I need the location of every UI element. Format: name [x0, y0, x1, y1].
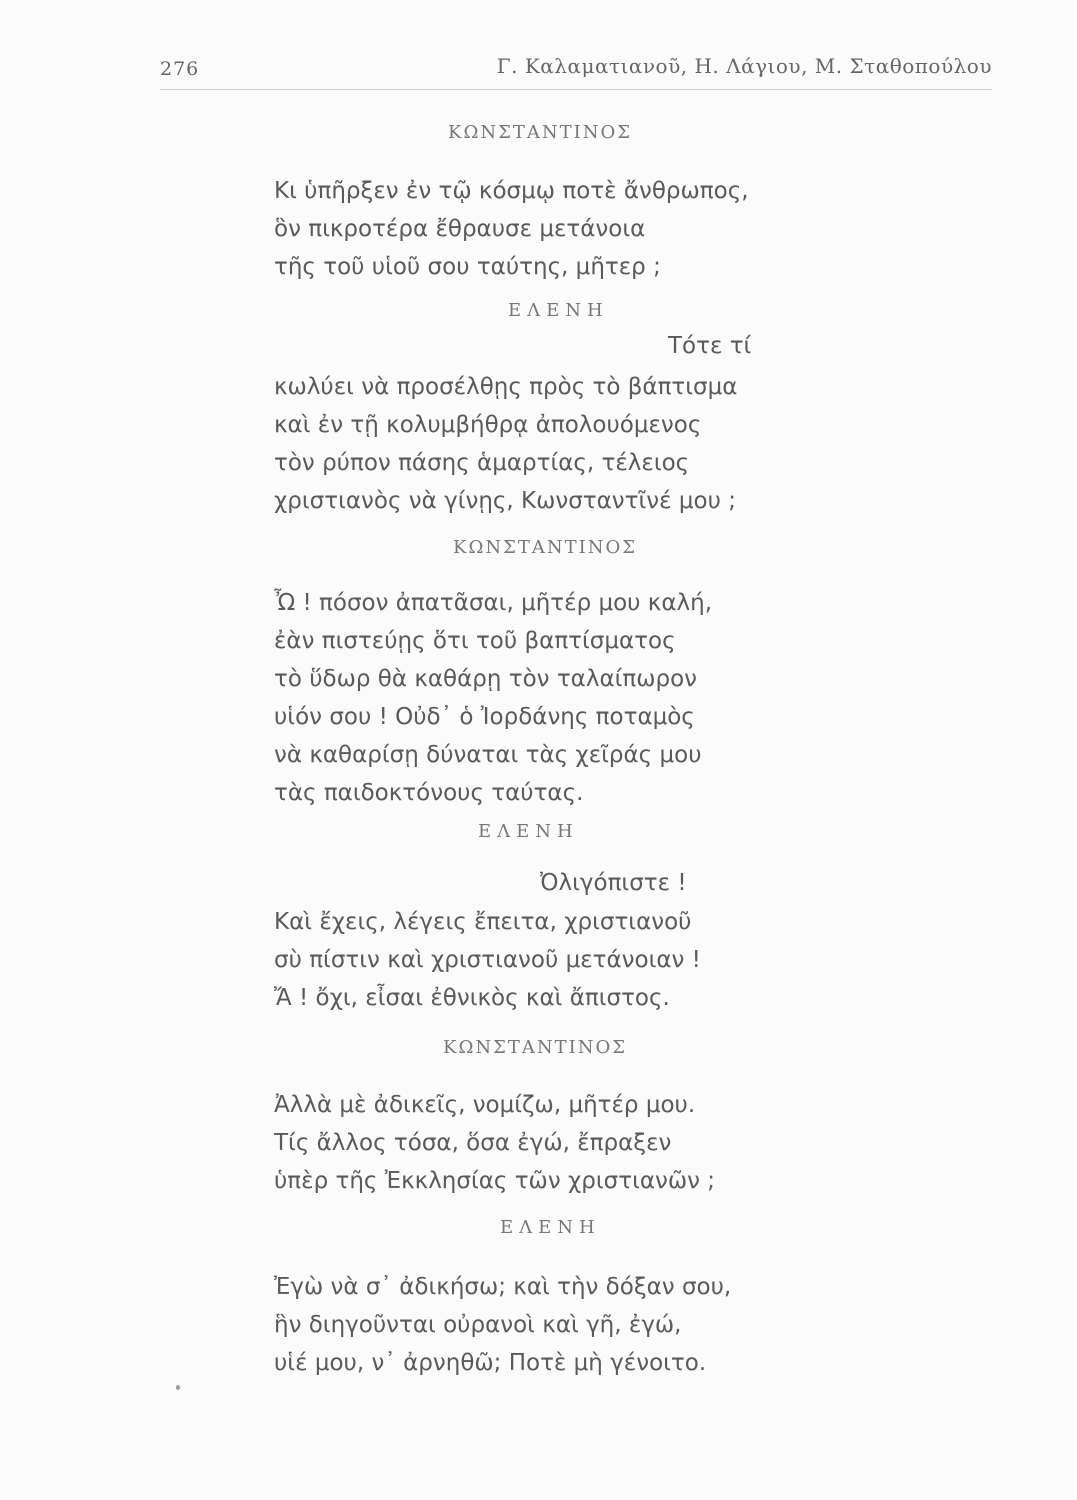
- verse-line: Τότε τί: [668, 333, 752, 359]
- speaker-name: ΕΛΕΝΗ: [478, 821, 579, 842]
- running-head: Γ. Καλαματιανοῦ, Η. Λάγιου, Μ. Σταθοπούλου: [496, 54, 992, 78]
- verse-line: Ὦ ! πόσον ἀπατᾶσαι, μῆτέρ μου καλή,: [274, 590, 713, 616]
- verse-line: Ὀλιγόπιστε !: [540, 870, 687, 896]
- verse-line: τὸν ρύπον πάσης ἁμαρτίας, τέλειος: [274, 450, 690, 476]
- page-number: 276: [160, 58, 200, 80]
- verse-line: τὰς παιδοκτόνους ταύτας.: [274, 780, 584, 806]
- verse-line: σὺ πίστιν καὶ χριστιανοῦ μετάνοιαν !: [274, 947, 701, 973]
- speaker-name: ΕΛΕΝΗ: [508, 300, 609, 321]
- verse-line: τῆς τοῦ υἱοῦ σου ταύτης, μῆτερ ;: [274, 254, 661, 280]
- verse-block: [274, 368, 737, 520]
- verse-line: ἐὰν πιστεύῃς ὅτι τοῦ βαπτίσματος: [274, 628, 676, 654]
- verse-line: Ἐγὼ νὰ σ᾽ ἀδικήσω; καὶ τὴν δόξαν σου,: [274, 1274, 732, 1300]
- verse-line: νὰ καθαρίσῃ δύναται τὰς χεῖράς μου: [274, 742, 702, 768]
- speaker-name: ΚΩΝΣΤΑΝΤΙΝΟΣ: [448, 122, 632, 143]
- verse-line: ὃν πικροτέρα ἔθραυσε μετάνοια: [274, 216, 646, 242]
- verse-line: τὸ ὕδωρ θὰ καθάρῃ τὸν ταλαίπωρον: [274, 666, 698, 692]
- verse-line: Ἀλλὰ μὲ ἀδικεῖς, νομίζω, μῆτέρ μου.: [274, 1092, 696, 1118]
- verse-line: χριστιανὸς νὰ γίνῃς, Κωνσταντῖνέ μου ;: [274, 488, 736, 514]
- verse-line: κωλύει νὰ προσέλθῃς πρὸς τὸ βάπτισμα: [274, 374, 738, 400]
- verse-line: υἱόν σου ! Οὐδ᾽ ὁ Ἰορδάνης ποταμὸς: [274, 704, 695, 730]
- verse-block: [274, 584, 712, 812]
- verse-block: [274, 172, 749, 286]
- verse-line: Τίς ἄλλος τόσα, ὅσα ἐγώ, ἔπραξεν: [274, 1130, 672, 1156]
- header-rule: [160, 89, 992, 90]
- verse-line: υἱέ μου, ν᾽ ἀρνηθῶ; Ποτὲ μὴ γένοιτο.: [274, 1350, 707, 1376]
- verse-line: Κι ὑπῆρξεν ἐν τῷ κόσμῳ ποτὲ ἄνθρωπος,: [274, 178, 749, 204]
- speaker-name: ΚΩΝΣΤΑΝΤΙΝΟΣ: [443, 1037, 627, 1058]
- speaker-name: ΚΩΝΣΤΑΝΤΙΝΟΣ: [453, 537, 637, 558]
- verse-line: καὶ ἐν τῇ κολυμβήθρᾳ ἀπολουόμενος: [274, 412, 702, 438]
- verse-line: Ἄ ! ὄχι, εἶσαι ἐθνικὸς καὶ ἄπιστος.: [274, 985, 670, 1011]
- paper-speck: [176, 1385, 180, 1390]
- verse-block: [274, 1268, 731, 1382]
- page-header: [160, 48, 992, 88]
- verse-line: Καὶ ἔχεις, λέγεις ἔπειτα, χριστιανοῦ: [274, 909, 692, 935]
- verse-line: ὑπὲρ τῆς Ἐκκλησίας τῶν χριστιανῶν ;: [274, 1168, 716, 1194]
- verse-line: ἣν διηγοῦνται οὐρανοὶ καὶ γῆ, ἐγώ,: [274, 1312, 682, 1338]
- verse-block: [274, 1086, 715, 1200]
- verse-block: [274, 903, 701, 1017]
- speaker-name: ΕΛΕΝΗ: [500, 1217, 601, 1238]
